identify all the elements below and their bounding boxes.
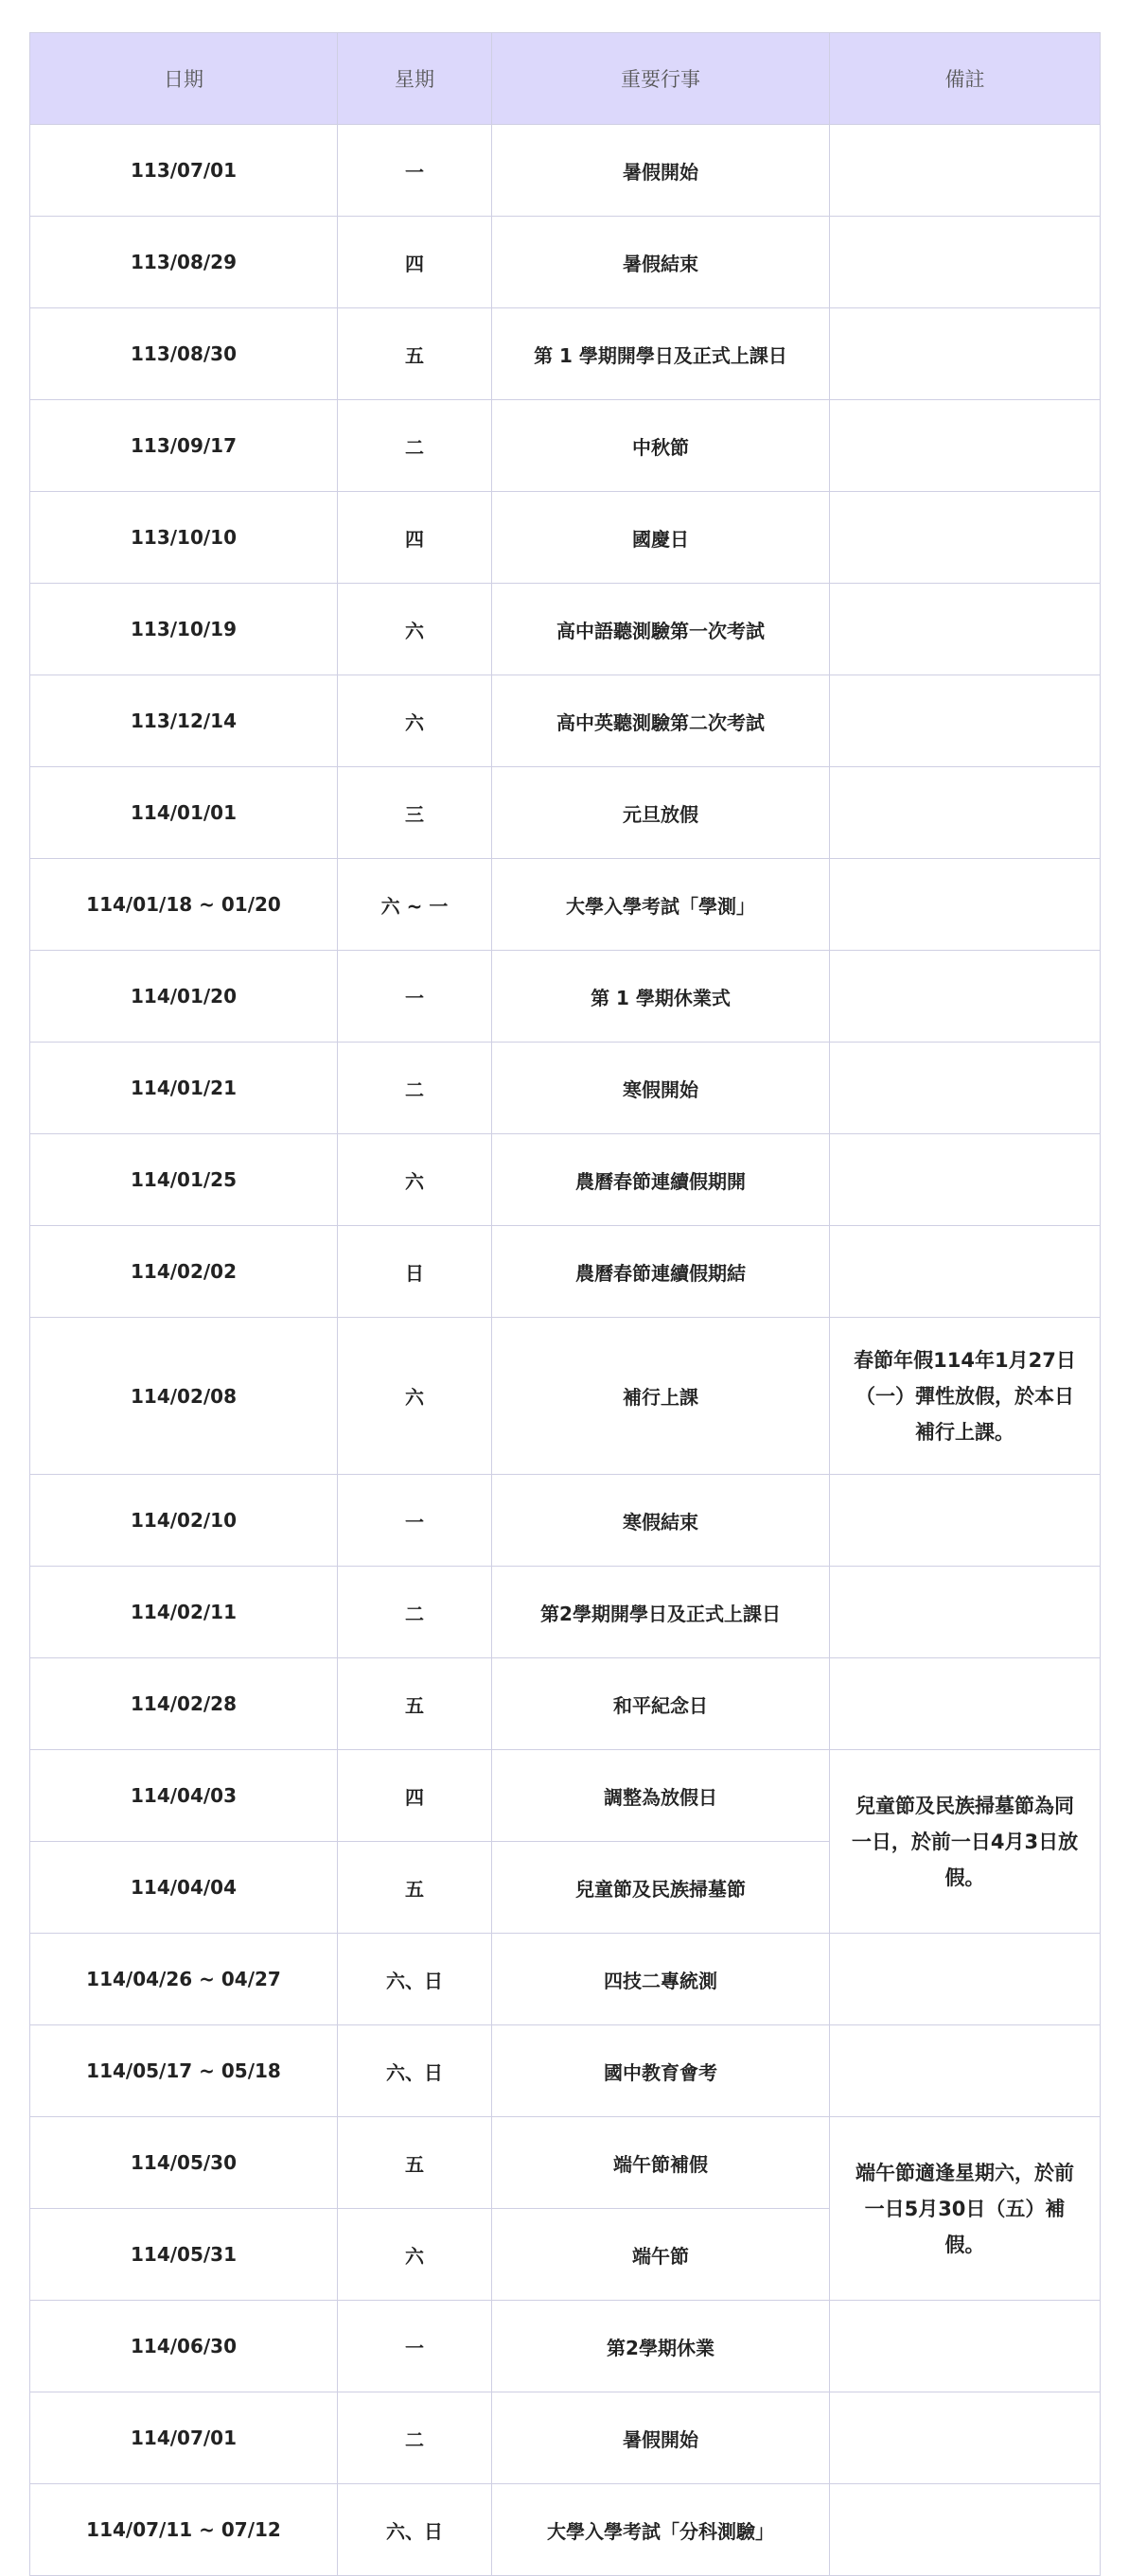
- weekday-cell: 一: [338, 125, 492, 217]
- table-row: [30, 1226, 1101, 1318]
- event-cell: 調整為放假日: [492, 1750, 830, 1842]
- note-cell: [830, 2484, 1101, 2576]
- event-cell: 高中英聽測驗第二次考試: [492, 675, 830, 767]
- weekday-cell: 五: [338, 1842, 492, 1934]
- weekday-cell: 四: [338, 217, 492, 308]
- event-cell: 端午節: [492, 2209, 830, 2301]
- weekday-cell: 四: [338, 1750, 492, 1842]
- note-cell: 春節年假114年1月27日（一）彈性放假，於本日補行上課。: [830, 1318, 1101, 1475]
- weekday-cell: 六、日: [338, 1934, 492, 2025]
- table-row: [30, 217, 1101, 308]
- note-cell: [830, 767, 1101, 859]
- date-cell: 114/02/28: [30, 1658, 338, 1750]
- weekday-cell: 六: [338, 584, 492, 675]
- weekday-cell: 一: [338, 1475, 492, 1567]
- header-note: 備註: [830, 33, 1101, 125]
- weekday-cell: 六: [338, 675, 492, 767]
- weekday-cell: 二: [338, 2392, 492, 2484]
- event-cell: 大學入學考試「學測」: [492, 859, 830, 951]
- event-cell: 寒假開始: [492, 1043, 830, 1134]
- note-cell: [830, 951, 1101, 1043]
- weekday-cell: 六: [338, 2209, 492, 2301]
- note-cell: [830, 217, 1101, 308]
- date-cell: 113/10/19: [30, 584, 338, 675]
- weekday-cell: 五: [338, 2117, 492, 2209]
- table-row: [30, 1567, 1101, 1658]
- school-calendar-table: [29, 32, 1101, 2576]
- date-cell: 114/01/18 ~ 01/20: [30, 859, 338, 951]
- weekday-cell: 二: [338, 400, 492, 492]
- header-event: 重要行事: [492, 33, 830, 125]
- note-cell: 端午節適逢星期六，於前一日5月30日（五）補假。: [830, 2117, 1101, 2301]
- weekday-cell: 六: [338, 1318, 492, 1475]
- event-cell: 國中教育會考: [492, 2025, 830, 2117]
- table-row: [30, 2117, 1101, 2209]
- date-cell: 114/02/02: [30, 1226, 338, 1318]
- date-cell: 113/10/10: [30, 492, 338, 584]
- note-cell: [830, 1658, 1101, 1750]
- header-date: 日期: [30, 33, 338, 125]
- event-cell: 大學入學考試「分科測驗」: [492, 2484, 830, 2576]
- table-row: [30, 308, 1101, 400]
- weekday-cell: 五: [338, 308, 492, 400]
- date-cell: 113/08/30: [30, 308, 338, 400]
- table-row: [30, 584, 1101, 675]
- header-weekday: 星期: [338, 33, 492, 125]
- date-cell: 114/01/20: [30, 951, 338, 1043]
- note-cell: [830, 2025, 1101, 2117]
- event-cell: 第 1 學期開學日及正式上課日: [492, 308, 830, 400]
- table-row: [30, 2301, 1101, 2392]
- date-cell: 114/04/03: [30, 1750, 338, 1842]
- event-cell: 兒童節及民族掃墓節: [492, 1842, 830, 1934]
- date-cell: 114/02/11: [30, 1567, 338, 1658]
- date-cell: 113/07/01: [30, 125, 338, 217]
- date-cell: 113/09/17: [30, 400, 338, 492]
- note-cell: [830, 1226, 1101, 1318]
- weekday-cell: 一: [338, 2301, 492, 2392]
- table-row: [30, 1318, 1101, 1475]
- weekday-cell: 一: [338, 951, 492, 1043]
- event-cell: 和平紀念日: [492, 1658, 830, 1750]
- event-cell: 農曆春節連續假期開: [492, 1134, 830, 1226]
- weekday-cell: 日: [338, 1226, 492, 1318]
- event-cell: 暑假結束: [492, 217, 830, 308]
- note-cell: [830, 584, 1101, 675]
- weekday-cell: 六、日: [338, 2025, 492, 2117]
- date-cell: 114/06/30: [30, 2301, 338, 2392]
- weekday-cell: 四: [338, 492, 492, 584]
- note-cell: [830, 1043, 1101, 1134]
- weekday-cell: 二: [338, 1567, 492, 1658]
- event-cell: 暑假開始: [492, 2392, 830, 2484]
- weekday-cell: 六 ~ 一: [338, 859, 492, 951]
- calendar-table-container: [29, 32, 1100, 2576]
- note-cell: [830, 125, 1101, 217]
- note-cell: [830, 1934, 1101, 2025]
- note-cell: [830, 308, 1101, 400]
- table-row: [30, 400, 1101, 492]
- note-cell: [830, 2392, 1101, 2484]
- event-cell: 四技二專統測: [492, 1934, 830, 2025]
- table-row: [30, 1043, 1101, 1134]
- table-row: [30, 2484, 1101, 2576]
- table-row: [30, 1658, 1101, 1750]
- note-cell: [830, 1567, 1101, 1658]
- note-cell: [830, 1475, 1101, 1567]
- date-cell: 114/05/30: [30, 2117, 338, 2209]
- date-cell: 113/08/29: [30, 217, 338, 308]
- date-cell: 114/02/10: [30, 1475, 338, 1567]
- event-cell: 第2學期休業: [492, 2301, 830, 2392]
- note-cell: [830, 492, 1101, 584]
- table-row: [30, 1134, 1101, 1226]
- event-cell: 元旦放假: [492, 767, 830, 859]
- event-cell: 國慶日: [492, 492, 830, 584]
- weekday-cell: 三: [338, 767, 492, 859]
- table-row: [30, 125, 1101, 217]
- event-cell: 農曆春節連續假期結: [492, 1226, 830, 1318]
- event-cell: 寒假結束: [492, 1475, 830, 1567]
- note-cell: [830, 400, 1101, 492]
- event-cell: 第 1 學期休業式: [492, 951, 830, 1043]
- table-row: [30, 1934, 1101, 2025]
- table-row: [30, 859, 1101, 951]
- table-row: [30, 1750, 1101, 1842]
- date-cell: 113/12/14: [30, 675, 338, 767]
- date-cell: 114/01/21: [30, 1043, 338, 1134]
- event-cell: 高中語聽測驗第一次考試: [492, 584, 830, 675]
- table-row: [30, 767, 1101, 859]
- date-cell: 114/02/08: [30, 1318, 338, 1475]
- date-cell: 114/01/25: [30, 1134, 338, 1226]
- weekday-cell: 二: [338, 1043, 492, 1134]
- event-cell: 中秋節: [492, 400, 830, 492]
- date-cell: 114/04/04: [30, 1842, 338, 1934]
- event-cell: 端午節補假: [492, 2117, 830, 2209]
- weekday-cell: 六、日: [338, 2484, 492, 2576]
- weekday-cell: 六: [338, 1134, 492, 1226]
- event-cell: 第2學期開學日及正式上課日: [492, 1567, 830, 1658]
- table-header-row: [30, 33, 1101, 125]
- table-row: [30, 492, 1101, 584]
- table-row: [30, 675, 1101, 767]
- table-row: [30, 951, 1101, 1043]
- date-cell: 114/07/01: [30, 2392, 338, 2484]
- note-cell: 兒童節及民族掃墓節為同一日，於前一日4月3日放假。: [830, 1750, 1101, 1934]
- date-cell: 114/05/17 ~ 05/18: [30, 2025, 338, 2117]
- table-row: [30, 2025, 1101, 2117]
- note-cell: [830, 1134, 1101, 1226]
- table-row: [30, 2392, 1101, 2484]
- note-cell: [830, 675, 1101, 767]
- table-row: [30, 1475, 1101, 1567]
- date-cell: 114/05/31: [30, 2209, 338, 2301]
- event-cell: 暑假開始: [492, 125, 830, 217]
- note-cell: [830, 2301, 1101, 2392]
- weekday-cell: 五: [338, 1658, 492, 1750]
- event-cell: 補行上課: [492, 1318, 830, 1475]
- date-cell: 114/04/26 ~ 04/27: [30, 1934, 338, 2025]
- date-cell: 114/01/01: [30, 767, 338, 859]
- date-cell: 114/07/11 ~ 07/12: [30, 2484, 338, 2576]
- note-cell: [830, 859, 1101, 951]
